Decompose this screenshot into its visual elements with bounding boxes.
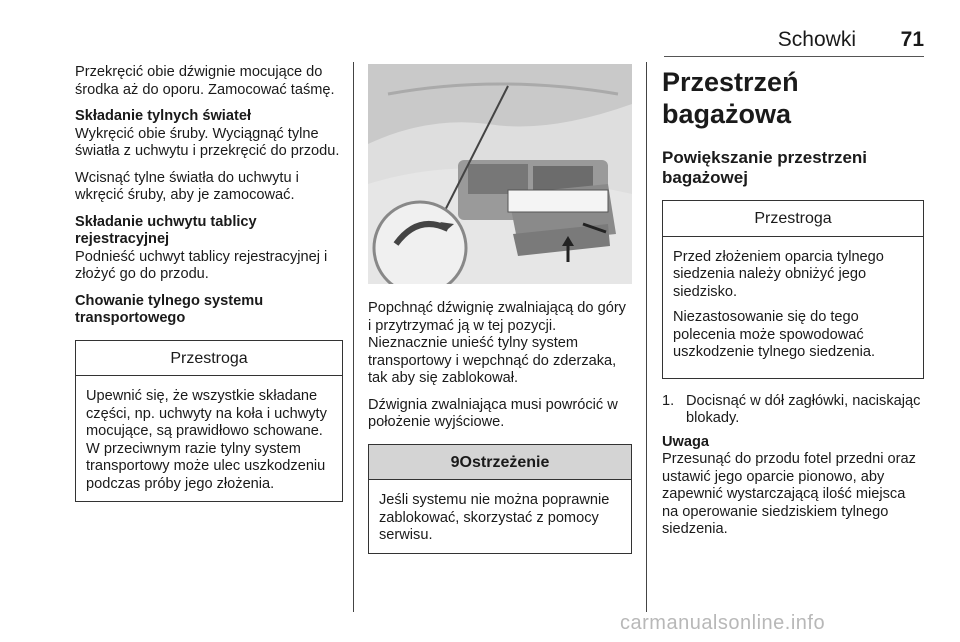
step-1-text: Docisnąć w dół zagłówki, naciskając blokady. <box>686 392 921 426</box>
warning-title: Ostrzeżenie <box>459 453 550 471</box>
note-heading: Uwaga <box>662 433 710 450</box>
header-rule <box>664 56 924 57</box>
right-caution-body <box>663 237 923 378</box>
illustration-tail-carrier <box>368 64 632 284</box>
lights-paragraph-1: Wykręcić obie śruby. Wyciągnąć tylne światła z uchwytu i przekręcić do przodu. <box>75 125 340 159</box>
warning-header <box>369 445 631 481</box>
lights-paragraph-2: Wcisnąć tylne światła do uchwytu i wkręcić śruby, aby je zamocować. <box>75 169 299 203</box>
note-text: Przesunąć do przodu fotel przedni oraz ustawić jego oparcie pionowo, aby zapewnić wystarczającą ilość miejsca na operowanie siedziskiem tylnego siedzenia. <box>662 451 916 537</box>
lights-heading: Składanie tylnych świateł <box>75 108 252 124</box>
section-title: Schowki <box>777 28 856 51</box>
right-caution-box <box>662 200 924 379</box>
illustration-drawing <box>368 64 632 284</box>
caution-title: Przestroga <box>76 341 342 377</box>
warning-box <box>368 444 632 554</box>
middle-column <box>368 64 632 554</box>
column-divider-1 <box>353 62 354 612</box>
intro-paragraph: Przekręcić obie dźwignie mocujące do środka aż do oporu. Zamocować taśmę. <box>75 64 335 98</box>
page-number: 71 <box>900 28 924 51</box>
right-caution-paragraph-2: Niezastosowanie się do tego polecenia może spowodować uszkodzenie tylnego siedzenia. <box>673 309 876 360</box>
stow-heading: Chowanie tylnego systemu transportowego <box>75 292 264 326</box>
caution-text: Upewnić się, że wszystkie składane części, np. uchwyty na koła i uchwyty mocujące, są prawidłowo schowane. W przeciwnym razie tylny system transportowy może ulec uszkodzeniu podczas próby jego złożenia. <box>86 388 327 492</box>
middle-paragraph-1: Popchnąć dźwignię zwalniającą do góry i przytrzymać ją w tej pozycji. Nieznacznie unieść tylny system transportowy i wepchnąć do zderzaka, tak aby się zablokował. <box>368 300 626 386</box>
subsection-heading: Powiększanie przestrzeni bagażowej <box>662 148 868 187</box>
column-divider-2 <box>646 62 647 612</box>
warning-text: Jeśli systemu nie można poprawnie zablokować, skorzystać z pomocy serwisu. <box>379 492 610 543</box>
section-heading: Przestrzeń bagażowa <box>662 67 799 129</box>
page-header <box>664 0 924 52</box>
warning-triangle-icon: 9 <box>450 453 460 471</box>
middle-paragraph-2: Dźwignia zwalniająca musi powrócić w położenie wyjściowe. <box>368 396 618 430</box>
left-column <box>75 64 343 502</box>
step-1 <box>662 393 924 428</box>
right-column <box>662 66 924 548</box>
right-caution-title: Przestroga <box>663 201 923 237</box>
right-caution-paragraph-1: Przed złożeniem oparcia tylnego siedzenia należy obniżyć jego siedzisko. <box>673 248 884 300</box>
step-1-number: 1. <box>662 392 675 409</box>
caution-box <box>75 340 343 503</box>
plate-paragraph: Podnieść uchwyt tablicy rejestracyjnej i złożyć go do przodu. <box>75 248 328 282</box>
plate-heading: Składanie uchwytu tablicy rejestracyjnej <box>75 213 257 247</box>
watermark: carmanualsonline.info <box>620 612 826 634</box>
